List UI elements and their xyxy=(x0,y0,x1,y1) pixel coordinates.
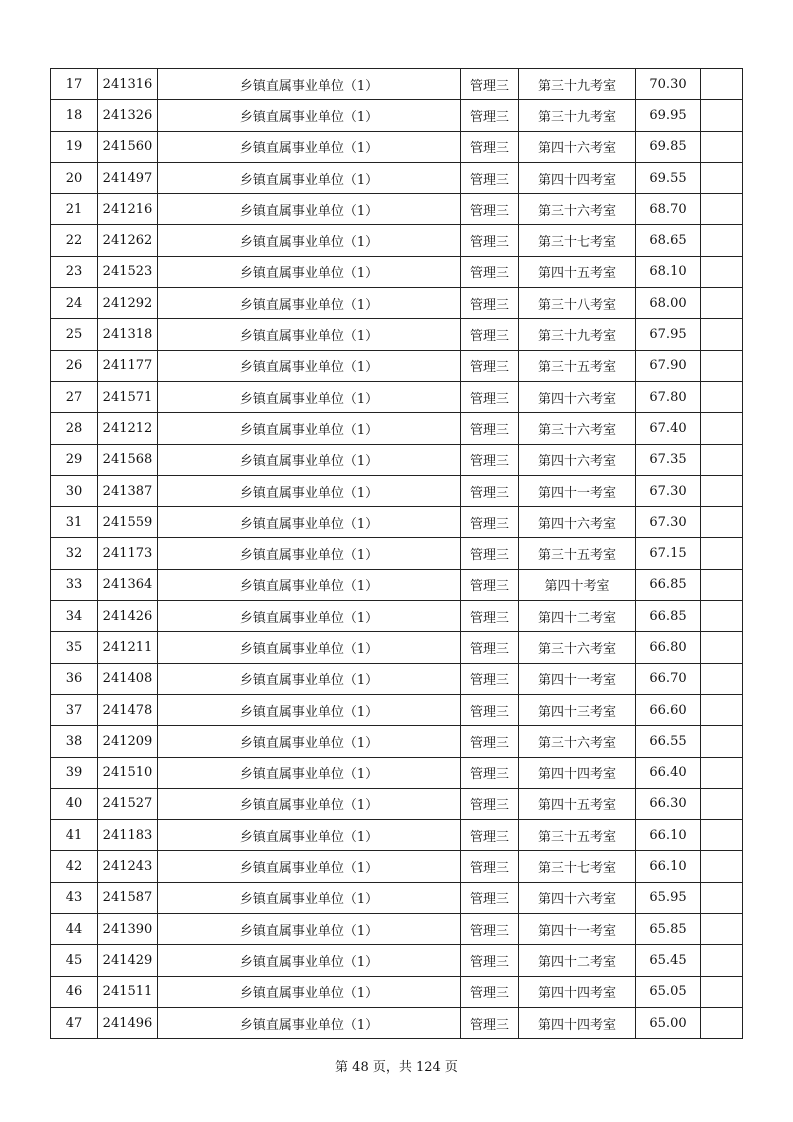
post-cell: 管理三 xyxy=(461,444,519,475)
post-cell: 管理三 xyxy=(461,319,519,350)
candidate-id-cell: 241426 xyxy=(98,601,158,632)
exam-room-cell: 第四十六考室 xyxy=(519,444,636,475)
post-cell: 管理三 xyxy=(461,100,519,131)
score-cell: 69.85 xyxy=(636,131,701,162)
table-row xyxy=(51,319,743,350)
score-cell: 67.30 xyxy=(636,507,701,538)
exam-room-cell: 第四十六考室 xyxy=(519,507,636,538)
post-cell: 管理三 xyxy=(461,507,519,538)
exam-room-cell: 第四十五考室 xyxy=(519,788,636,819)
post-cell: 管理三 xyxy=(461,820,519,851)
note-cell xyxy=(701,350,743,381)
table-row xyxy=(51,475,743,506)
exam-room-cell: 第四十四考室 xyxy=(519,1007,636,1038)
row-number-cell: 35 xyxy=(51,632,98,663)
table-row xyxy=(51,851,743,882)
unit-cell: 乡镇直属事业单位（1） xyxy=(158,319,461,350)
exam-room-cell: 第三十七考室 xyxy=(519,851,636,882)
results-table-container xyxy=(50,68,743,1039)
unit-cell: 乡镇直属事业单位（1） xyxy=(158,350,461,381)
table-row xyxy=(51,444,743,475)
table-row xyxy=(51,507,743,538)
score-cell: 67.30 xyxy=(636,475,701,506)
candidate-id-cell: 241497 xyxy=(98,162,158,193)
unit-cell: 乡镇直属事业单位（1） xyxy=(158,882,461,913)
row-number-cell: 29 xyxy=(51,444,98,475)
post-cell: 管理三 xyxy=(461,350,519,381)
candidate-id-cell: 241510 xyxy=(98,757,158,788)
post-cell: 管理三 xyxy=(461,475,519,506)
unit-cell: 乡镇直属事业单位（1） xyxy=(158,538,461,569)
unit-cell: 乡镇直属事业单位（1） xyxy=(158,413,461,444)
table-row xyxy=(51,225,743,256)
row-number-cell: 34 xyxy=(51,601,98,632)
score-cell: 66.40 xyxy=(636,757,701,788)
post-cell: 管理三 xyxy=(461,882,519,913)
table-row xyxy=(51,882,743,913)
note-cell xyxy=(701,851,743,882)
post-cell: 管理三 xyxy=(461,632,519,663)
note-cell xyxy=(701,820,743,851)
post-cell: 管理三 xyxy=(461,694,519,725)
post-cell: 管理三 xyxy=(461,131,519,162)
note-cell xyxy=(701,663,743,694)
row-number-cell: 31 xyxy=(51,507,98,538)
score-cell: 66.10 xyxy=(636,820,701,851)
candidate-id-cell: 241387 xyxy=(98,475,158,506)
score-cell: 66.60 xyxy=(636,694,701,725)
exam-room-cell: 第三十六考室 xyxy=(519,726,636,757)
unit-cell: 乡镇直属事业单位（1） xyxy=(158,381,461,412)
unit-cell: 乡镇直属事业单位（1） xyxy=(158,694,461,725)
results-table xyxy=(50,68,743,1039)
unit-cell: 乡镇直属事业单位（1） xyxy=(158,256,461,287)
table-row xyxy=(51,194,743,225)
note-cell xyxy=(701,131,743,162)
row-number-cell: 38 xyxy=(51,726,98,757)
exam-room-cell: 第三十六考室 xyxy=(519,413,636,444)
row-number-cell: 33 xyxy=(51,569,98,600)
row-number-cell: 22 xyxy=(51,225,98,256)
note-cell xyxy=(701,757,743,788)
row-number-cell: 32 xyxy=(51,538,98,569)
note-cell xyxy=(701,538,743,569)
candidate-id-cell: 241560 xyxy=(98,131,158,162)
unit-cell: 乡镇直属事业单位（1） xyxy=(158,569,461,600)
score-cell: 66.55 xyxy=(636,726,701,757)
unit-cell: 乡镇直属事业单位（1） xyxy=(158,194,461,225)
table-row xyxy=(51,569,743,600)
row-number-cell: 39 xyxy=(51,757,98,788)
note-cell xyxy=(701,444,743,475)
note-cell xyxy=(701,788,743,819)
candidate-id-cell: 241173 xyxy=(98,538,158,569)
post-cell: 管理三 xyxy=(461,663,519,694)
exam-room-cell: 第四十六考室 xyxy=(519,381,636,412)
row-number-cell: 26 xyxy=(51,350,98,381)
post-cell: 管理三 xyxy=(461,538,519,569)
candidate-id-cell: 241568 xyxy=(98,444,158,475)
note-cell xyxy=(701,381,743,412)
unit-cell: 乡镇直属事业单位（1） xyxy=(158,131,461,162)
score-cell: 66.85 xyxy=(636,601,701,632)
candidate-id-cell: 241216 xyxy=(98,194,158,225)
table-row xyxy=(51,726,743,757)
table-row xyxy=(51,413,743,444)
score-cell: 65.85 xyxy=(636,914,701,945)
exam-room-cell: 第三十五考室 xyxy=(519,820,636,851)
table-row xyxy=(51,601,743,632)
unit-cell: 乡镇直属事业单位（1） xyxy=(158,601,461,632)
candidate-id-cell: 241183 xyxy=(98,820,158,851)
exam-room-cell: 第四十四考室 xyxy=(519,162,636,193)
candidate-id-cell: 241571 xyxy=(98,381,158,412)
post-cell: 管理三 xyxy=(461,162,519,193)
unit-cell: 乡镇直属事业单位（1） xyxy=(158,788,461,819)
candidate-id-cell: 241527 xyxy=(98,788,158,819)
page-footer: 第 48 页，共 124 页 xyxy=(335,1060,458,1075)
table-row xyxy=(51,757,743,788)
row-number-cell: 21 xyxy=(51,194,98,225)
post-cell: 管理三 xyxy=(461,945,519,976)
results-table-body xyxy=(51,69,743,1039)
note-cell xyxy=(701,1007,743,1038)
note-cell xyxy=(701,225,743,256)
candidate-id-cell: 241587 xyxy=(98,882,158,913)
exam-room-cell: 第三十五考室 xyxy=(519,538,636,569)
table-row xyxy=(51,1007,743,1038)
row-number-cell: 44 xyxy=(51,914,98,945)
score-cell: 68.00 xyxy=(636,288,701,319)
score-cell: 67.90 xyxy=(636,350,701,381)
unit-cell: 乡镇直属事业单位（1） xyxy=(158,475,461,506)
post-cell: 管理三 xyxy=(461,601,519,632)
score-cell: 65.45 xyxy=(636,945,701,976)
post-cell: 管理三 xyxy=(461,288,519,319)
table-row xyxy=(51,914,743,945)
candidate-id-cell: 241243 xyxy=(98,851,158,882)
row-number-cell: 40 xyxy=(51,788,98,819)
post-cell: 管理三 xyxy=(461,914,519,945)
unit-cell: 乡镇直属事业单位（1） xyxy=(158,632,461,663)
candidate-id-cell: 241408 xyxy=(98,663,158,694)
note-cell xyxy=(701,413,743,444)
table-row xyxy=(51,100,743,131)
note-cell xyxy=(701,475,743,506)
note-cell xyxy=(701,569,743,600)
score-cell: 66.30 xyxy=(636,788,701,819)
score-cell: 66.80 xyxy=(636,632,701,663)
exam-room-cell: 第四十一考室 xyxy=(519,914,636,945)
exam-room-cell: 第三十七考室 xyxy=(519,225,636,256)
note-cell xyxy=(701,162,743,193)
table-row xyxy=(51,632,743,663)
post-cell: 管理三 xyxy=(461,851,519,882)
candidate-id-cell: 241511 xyxy=(98,976,158,1007)
exam-room-cell: 第四十考室 xyxy=(519,569,636,600)
candidate-id-cell: 241496 xyxy=(98,1007,158,1038)
candidate-id-cell: 241209 xyxy=(98,726,158,757)
score-cell: 68.65 xyxy=(636,225,701,256)
note-cell xyxy=(701,632,743,663)
row-number-cell: 43 xyxy=(51,882,98,913)
score-cell: 65.95 xyxy=(636,882,701,913)
note-cell xyxy=(701,914,743,945)
row-number-cell: 25 xyxy=(51,319,98,350)
candidate-id-cell: 241177 xyxy=(98,350,158,381)
unit-cell: 乡镇直属事业单位（1） xyxy=(158,820,461,851)
table-row xyxy=(51,976,743,1007)
exam-room-cell: 第四十一考室 xyxy=(519,663,636,694)
row-number-cell: 41 xyxy=(51,820,98,851)
candidate-id-cell: 241316 xyxy=(98,69,158,100)
post-cell: 管理三 xyxy=(461,194,519,225)
post-cell: 管理三 xyxy=(461,413,519,444)
score-cell: 66.10 xyxy=(636,851,701,882)
score-cell: 67.80 xyxy=(636,381,701,412)
score-cell: 66.70 xyxy=(636,663,701,694)
note-cell xyxy=(701,945,743,976)
unit-cell: 乡镇直属事业单位（1） xyxy=(158,914,461,945)
row-number-cell: 18 xyxy=(51,100,98,131)
row-number-cell: 42 xyxy=(51,851,98,882)
exam-room-cell: 第四十一考室 xyxy=(519,475,636,506)
post-cell: 管理三 xyxy=(461,726,519,757)
row-number-cell: 45 xyxy=(51,945,98,976)
post-cell: 管理三 xyxy=(461,69,519,100)
unit-cell: 乡镇直属事业单位（1） xyxy=(158,726,461,757)
note-cell xyxy=(701,100,743,131)
exam-room-cell: 第三十九考室 xyxy=(519,69,636,100)
note-cell xyxy=(701,69,743,100)
note-cell xyxy=(701,726,743,757)
row-number-cell: 46 xyxy=(51,976,98,1007)
exam-room-cell: 第三十五考室 xyxy=(519,350,636,381)
score-cell: 65.05 xyxy=(636,976,701,1007)
unit-cell: 乡镇直属事业单位（1） xyxy=(158,757,461,788)
note-cell xyxy=(701,194,743,225)
table-row xyxy=(51,162,743,193)
table-row xyxy=(51,663,743,694)
candidate-id-cell: 241523 xyxy=(98,256,158,287)
unit-cell: 乡镇直属事业单位（1） xyxy=(158,976,461,1007)
score-cell: 67.40 xyxy=(636,413,701,444)
unit-cell: 乡镇直属事业单位（1） xyxy=(158,69,461,100)
table-row xyxy=(51,69,743,100)
exam-room-cell: 第三十九考室 xyxy=(519,319,636,350)
row-number-cell: 19 xyxy=(51,131,98,162)
post-cell: 管理三 xyxy=(461,1007,519,1038)
unit-cell: 乡镇直属事业单位（1） xyxy=(158,100,461,131)
row-number-cell: 17 xyxy=(51,69,98,100)
candidate-id-cell: 241211 xyxy=(98,632,158,663)
exam-room-cell: 第四十二考室 xyxy=(519,945,636,976)
post-cell: 管理三 xyxy=(461,757,519,788)
row-number-cell: 28 xyxy=(51,413,98,444)
score-cell: 69.55 xyxy=(636,162,701,193)
exam-room-cell: 第四十二考室 xyxy=(519,601,636,632)
score-cell: 68.10 xyxy=(636,256,701,287)
table-row xyxy=(51,820,743,851)
post-cell: 管理三 xyxy=(461,381,519,412)
score-cell: 67.35 xyxy=(636,444,701,475)
row-number-cell: 27 xyxy=(51,381,98,412)
table-row xyxy=(51,381,743,412)
note-cell xyxy=(701,507,743,538)
score-cell: 66.85 xyxy=(636,569,701,600)
table-row xyxy=(51,538,743,569)
exam-room-cell: 第四十四考室 xyxy=(519,976,636,1007)
table-row xyxy=(51,350,743,381)
exam-room-cell: 第四十三考室 xyxy=(519,694,636,725)
exam-room-cell: 第四十六考室 xyxy=(519,131,636,162)
score-cell: 70.30 xyxy=(636,69,701,100)
unit-cell: 乡镇直属事业单位（1） xyxy=(158,945,461,976)
exam-room-cell: 第三十九考室 xyxy=(519,100,636,131)
candidate-id-cell: 241429 xyxy=(98,945,158,976)
post-cell: 管理三 xyxy=(461,225,519,256)
unit-cell: 乡镇直属事业单位（1） xyxy=(158,507,461,538)
candidate-id-cell: 241559 xyxy=(98,507,158,538)
table-row xyxy=(51,288,743,319)
note-cell xyxy=(701,288,743,319)
table-row xyxy=(51,256,743,287)
unit-cell: 乡镇直属事业单位（1） xyxy=(158,288,461,319)
score-cell: 69.95 xyxy=(636,100,701,131)
unit-cell: 乡镇直属事业单位（1） xyxy=(158,663,461,694)
post-cell: 管理三 xyxy=(461,256,519,287)
table-row xyxy=(51,694,743,725)
post-cell: 管理三 xyxy=(461,569,519,600)
row-number-cell: 47 xyxy=(51,1007,98,1038)
unit-cell: 乡镇直属事业单位（1） xyxy=(158,1007,461,1038)
score-cell: 67.15 xyxy=(636,538,701,569)
note-cell xyxy=(701,256,743,287)
exam-room-cell: 第四十四考室 xyxy=(519,757,636,788)
unit-cell: 乡镇直属事业单位（1） xyxy=(158,444,461,475)
score-cell: 65.00 xyxy=(636,1007,701,1038)
row-number-cell: 20 xyxy=(51,162,98,193)
note-cell xyxy=(701,319,743,350)
post-cell: 管理三 xyxy=(461,976,519,1007)
candidate-id-cell: 241262 xyxy=(98,225,158,256)
exam-room-cell: 第三十六考室 xyxy=(519,194,636,225)
exam-room-cell: 第三十六考室 xyxy=(519,632,636,663)
exam-room-cell: 第四十六考室 xyxy=(519,882,636,913)
table-row xyxy=(51,131,743,162)
table-row xyxy=(51,945,743,976)
candidate-id-cell: 241212 xyxy=(98,413,158,444)
note-cell xyxy=(701,601,743,632)
unit-cell: 乡镇直属事业单位（1） xyxy=(158,162,461,193)
unit-cell: 乡镇直属事业单位（1） xyxy=(158,851,461,882)
candidate-id-cell: 241478 xyxy=(98,694,158,725)
candidate-id-cell: 241364 xyxy=(98,569,158,600)
candidate-id-cell: 241318 xyxy=(98,319,158,350)
exam-room-cell: 第四十五考室 xyxy=(519,256,636,287)
row-number-cell: 36 xyxy=(51,663,98,694)
score-cell: 68.70 xyxy=(636,194,701,225)
candidate-id-cell: 241390 xyxy=(98,914,158,945)
table-row xyxy=(51,788,743,819)
post-cell: 管理三 xyxy=(461,788,519,819)
row-number-cell: 24 xyxy=(51,288,98,319)
note-cell xyxy=(701,694,743,725)
row-number-cell: 23 xyxy=(51,256,98,287)
row-number-cell: 37 xyxy=(51,694,98,725)
exam-room-cell: 第三十八考室 xyxy=(519,288,636,319)
note-cell xyxy=(701,976,743,1007)
unit-cell: 乡镇直属事业单位（1） xyxy=(158,225,461,256)
candidate-id-cell: 241292 xyxy=(98,288,158,319)
row-number-cell: 30 xyxy=(51,475,98,506)
score-cell: 67.95 xyxy=(636,319,701,350)
note-cell xyxy=(701,882,743,913)
candidate-id-cell: 241326 xyxy=(98,100,158,131)
